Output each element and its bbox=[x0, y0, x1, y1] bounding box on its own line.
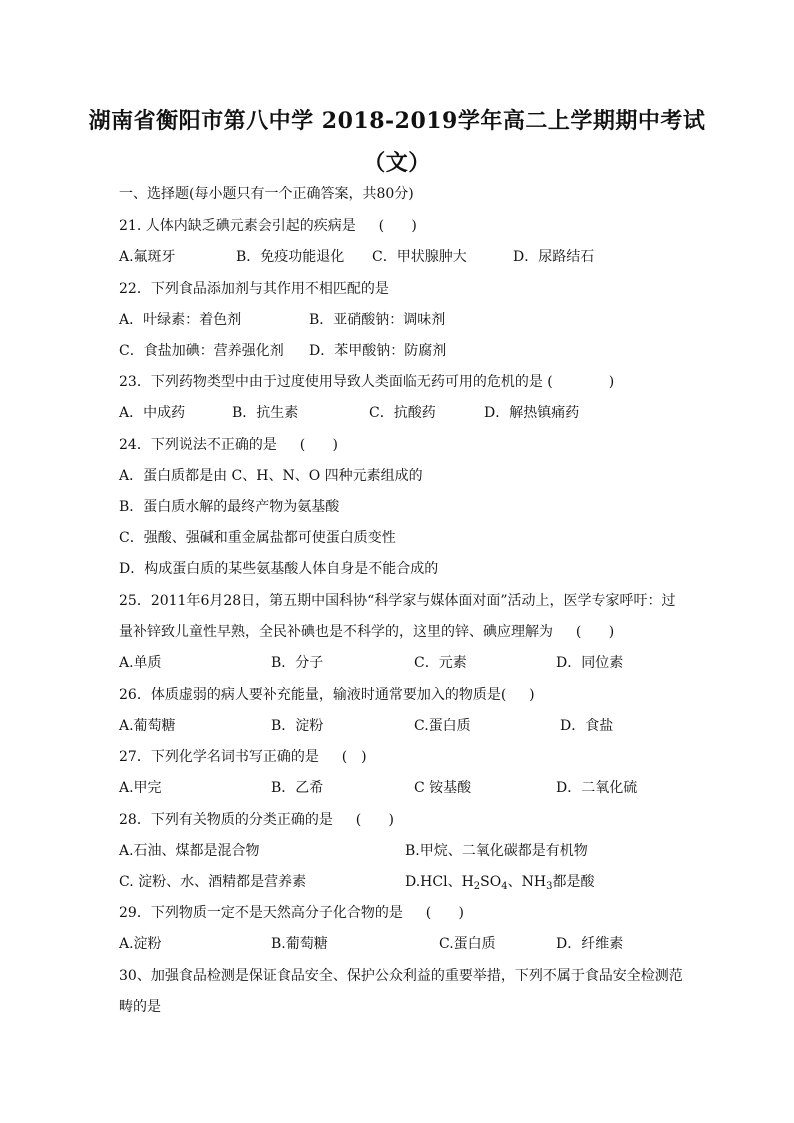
exam-title: 湖南省衡阳市第八中学 2018-2019学年高二上学期期中考试 bbox=[88, 108, 706, 134]
q25-option-b: B．分子 bbox=[271, 655, 324, 671]
question-22-stem: 22．下列食品添加剂与其作用不相匹配的是 bbox=[119, 281, 389, 297]
q28-d-text-4: 都是酸 bbox=[552, 874, 595, 890]
q22-option-b: B．亚硝酸钠：调味剂 bbox=[309, 312, 446, 328]
question-27-stem: 27．下列化学名词书写正确的是 ( ) bbox=[119, 749, 367, 765]
question-25-stem-line2: 量补锌致儿童性早熟，全民补碘也是不科学的，这里的锌、碘应理解为 ( ) bbox=[119, 624, 615, 640]
exam-subtitle: （文） bbox=[363, 150, 431, 176]
q23-option-b: B．抗生素 bbox=[232, 405, 299, 421]
q24-option-c: C．强酸、强碱和重金属盐都可使蛋白质变性 bbox=[119, 530, 396, 546]
question-25-stem-line1: 25．2011年6月28日，第五期中国科协“科学家与媒体面对面”活动上，医学专家呼吁：过 bbox=[119, 593, 676, 609]
q21-option-d: D．尿路结石 bbox=[513, 249, 595, 265]
q23-option-c: C．抗酸药 bbox=[369, 405, 436, 421]
q27-option-b: B．乙希 bbox=[271, 780, 324, 796]
q27-option-c: C 铵基酸 bbox=[414, 780, 472, 796]
q22-option-a: A．叶绿素：着色剂 bbox=[119, 312, 242, 328]
q28-option-b: B.甲烷、二氧化碳都是有机物 bbox=[405, 843, 588, 859]
question-30-stem-line2: 畴的是 bbox=[119, 999, 161, 1015]
q28-d-sub-2: 4 bbox=[501, 881, 508, 892]
q23-option-a: A．中成药 bbox=[119, 405, 186, 421]
question-29-stem: 29．下列物质一定不是天然高分子化合物的是 ( ) bbox=[119, 905, 464, 921]
q22-option-d: D．苯甲酸钠：防腐剂 bbox=[309, 343, 447, 359]
q29-option-b: B.葡萄糖 bbox=[271, 936, 328, 952]
question-24-stem: 24．下列说法不正确的是 ( ) bbox=[119, 437, 338, 453]
q28-d-text-3: 、NH bbox=[507, 874, 547, 890]
q27-option-a: A.甲完 bbox=[119, 780, 162, 796]
q28-d-sub-1: 2 bbox=[473, 881, 481, 892]
q21-option-b: B．免疫功能退化 bbox=[236, 249, 345, 265]
question-30-stem-line1: 30、加强食品检测是保证食品安全、保护公众利益的重要举措，下列不属于食品安全检测范 bbox=[119, 968, 683, 984]
section-heading: 一、选择题(每小题只有一个正确答案，共80分) bbox=[119, 186, 414, 202]
q25-option-a: A.单质 bbox=[119, 655, 162, 671]
q24-option-a: A．蛋白质都是由 C、H、N、O 四种元素组成的 bbox=[119, 468, 423, 484]
q24-option-d: D．构成蛋白质的某些氨基酸人体自身是不能合成的 bbox=[119, 561, 439, 577]
q26-option-a: A.葡萄糖 bbox=[119, 718, 176, 734]
q24-option-b: B．蛋白质水解的最终产物为氨基酸 bbox=[119, 499, 340, 515]
q28-option-d bbox=[405, 873, 594, 891]
q25-option-c: C．元素 bbox=[414, 655, 467, 671]
q29-option-c: C.蛋白质 bbox=[439, 936, 496, 952]
q29-option-d: D．纤维素 bbox=[556, 936, 624, 952]
question-26-stem: 26．体质虚弱的病人要补充能量，输液时通常要加入的物质是( ) bbox=[119, 687, 535, 703]
q27-option-d: D．二氧化硫 bbox=[556, 780, 638, 796]
question-21-stem: 21. 人体内缺乏碘元素会引起的疾病是 ( ) bbox=[119, 218, 417, 234]
q28-option-c: C. 淀粉、水、酒精都是营养素 bbox=[119, 874, 307, 890]
q23-option-d: D．解热镇痛药 bbox=[484, 405, 580, 421]
q26-option-d: D．食盐 bbox=[560, 718, 614, 734]
q28-d-sub-3: 3 bbox=[546, 881, 553, 892]
question-28-stem: 28．下列有关物质的分类正确的是 ( ) bbox=[119, 812, 394, 828]
q26-option-b: B．淀粉 bbox=[271, 718, 324, 734]
question-23-stem: 23．下列药物类型中由于过度使用导致人类面临无药可用的危机的是 ( ) bbox=[119, 374, 615, 390]
q29-option-a: A.淀粉 bbox=[119, 936, 162, 952]
q28-option-a: A.石油、煤都是混合物 bbox=[119, 843, 260, 859]
q28-d-text-1: D.HCl、H bbox=[405, 874, 474, 890]
q21-option-c: C．甲状腺肿大 bbox=[372, 249, 467, 265]
q21-option-a: A.氟斑牙 bbox=[119, 249, 176, 265]
q25-option-d: D．同位素 bbox=[556, 655, 624, 671]
q28-d-text-2: SO bbox=[480, 874, 502, 890]
q26-option-c: C.蛋白质 bbox=[414, 718, 471, 734]
q22-option-c: C．食盐加碘：营养强化剂 bbox=[119, 343, 284, 359]
